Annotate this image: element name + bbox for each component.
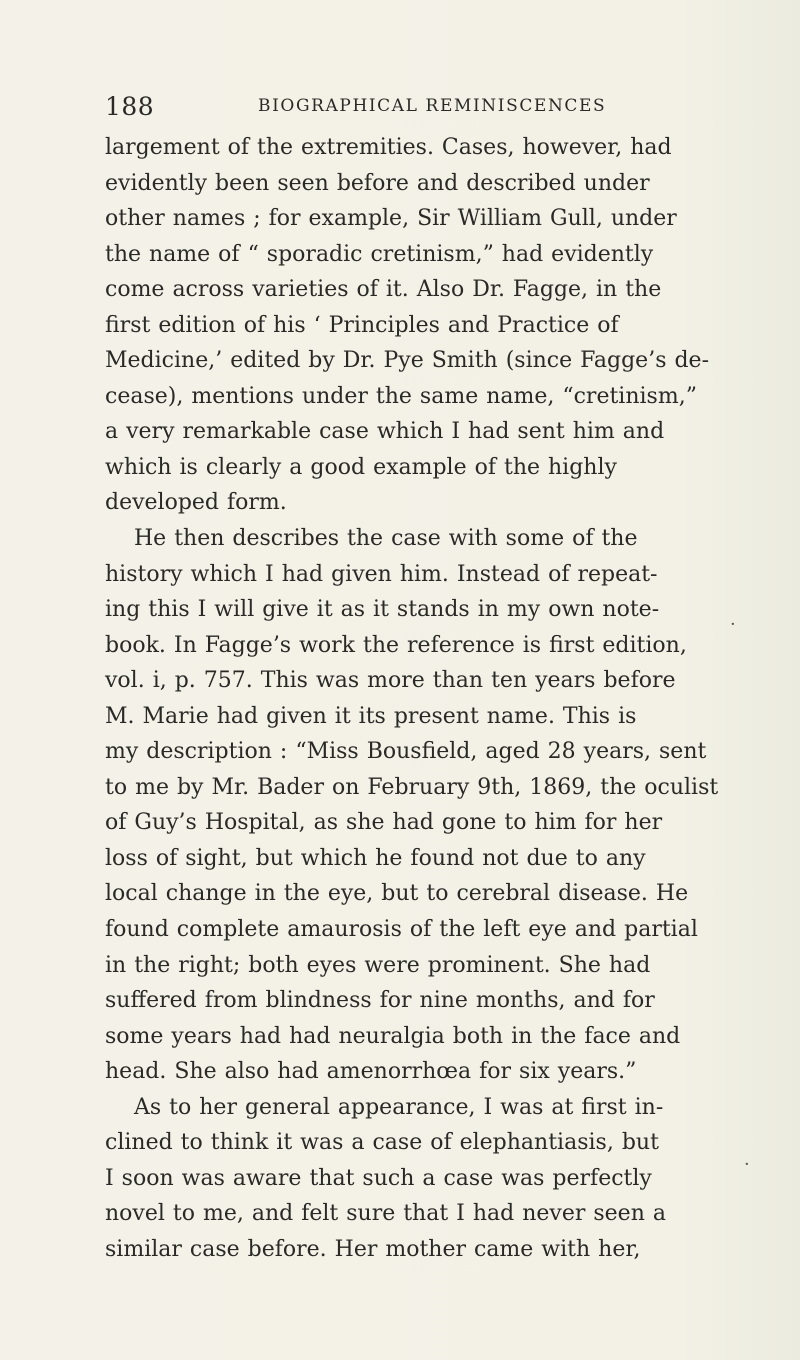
text-line: loss of sight, but which he found not due to any <box>105 845 646 871</box>
text-line: my description : “Miss Bousfield, aged 28 years, sent <box>105 739 707 765</box>
text-line: local change in the eye, but to cerebral disease. He <box>105 881 689 907</box>
text-line: the name of “ sporadic cretinism,” had evidently <box>105 241 654 267</box>
paragraph-start-line: As to her general appearance, I was at first in- <box>134 1094 664 1120</box>
text-line: cease), mentions under the same name, “cretinism,” <box>105 383 697 409</box>
text-line: clined to think it was a case of elephantiasis, but <box>105 1130 659 1156</box>
text-line: of Guy’s Hospital, as she had gone to him for her <box>105 810 663 836</box>
text-line: evidently been seen before and described under <box>105 170 650 196</box>
text-line: head. She also had amenorrhœa for six years.” <box>105 1059 637 1085</box>
text-line: come across varieties of it. Also Dr. Fagge, in the <box>105 277 662 303</box>
text-line: which is clearly a good example of the highly <box>105 454 617 480</box>
text-line: first edition of his ‘ Principles and Practice of <box>105 312 619 338</box>
paragraph-start-line: He then describes the case with some of the <box>134 526 638 552</box>
text-line: suffered from blindness for nine months, and for <box>105 988 655 1014</box>
text-line: developed form. <box>105 490 287 516</box>
text-line: I soon was aware that such a case was perfectly <box>105 1165 652 1191</box>
text-line: found complete amaurosis of the left eye and partial <box>105 917 698 943</box>
text-line: ing this I will give it as it stands in my own note- <box>105 597 660 623</box>
margin-speck: · <box>730 614 736 635</box>
text-line: history which I had given him. Instead of repeat- <box>105 561 658 587</box>
text-line: M. Marie had given it its present name. This is <box>105 703 637 729</box>
text-line: vol. i, p. 757. This was more than ten years before <box>105 668 676 694</box>
page-header <box>105 92 715 128</box>
margin-speck: · <box>744 1154 750 1175</box>
text-line: largement of the extremities. Cases, however, had <box>105 135 672 160</box>
running-head: BIOGRAPHICAL REMINISCENCES <box>258 96 607 116</box>
text-line: book. In Fagge’s work the reference is first edition, <box>105 632 687 658</box>
text-line: to me by Mr. Bader on February 9th, 1869, the oculist <box>105 774 719 800</box>
body-text <box>105 130 720 1268</box>
text-line: a very remarkable case which I had sent him and <box>105 419 665 445</box>
text-line: some years had had neuralgia both in the face and <box>105 1023 681 1049</box>
text-line: novel to me, and felt sure that I had never seen a <box>105 1201 666 1227</box>
text-line: in the right; both eyes were prominent. She had <box>105 952 651 978</box>
text-line: other names ; for example, Sir William Gull, under <box>105 206 677 232</box>
page-number: 188 <box>105 92 155 121</box>
text-line: Medicine,’ edited by Dr. Pye Smith (since Fagge’s de- <box>105 348 710 374</box>
text-line: similar case before. Her mother came with her, <box>105 1236 641 1262</box>
